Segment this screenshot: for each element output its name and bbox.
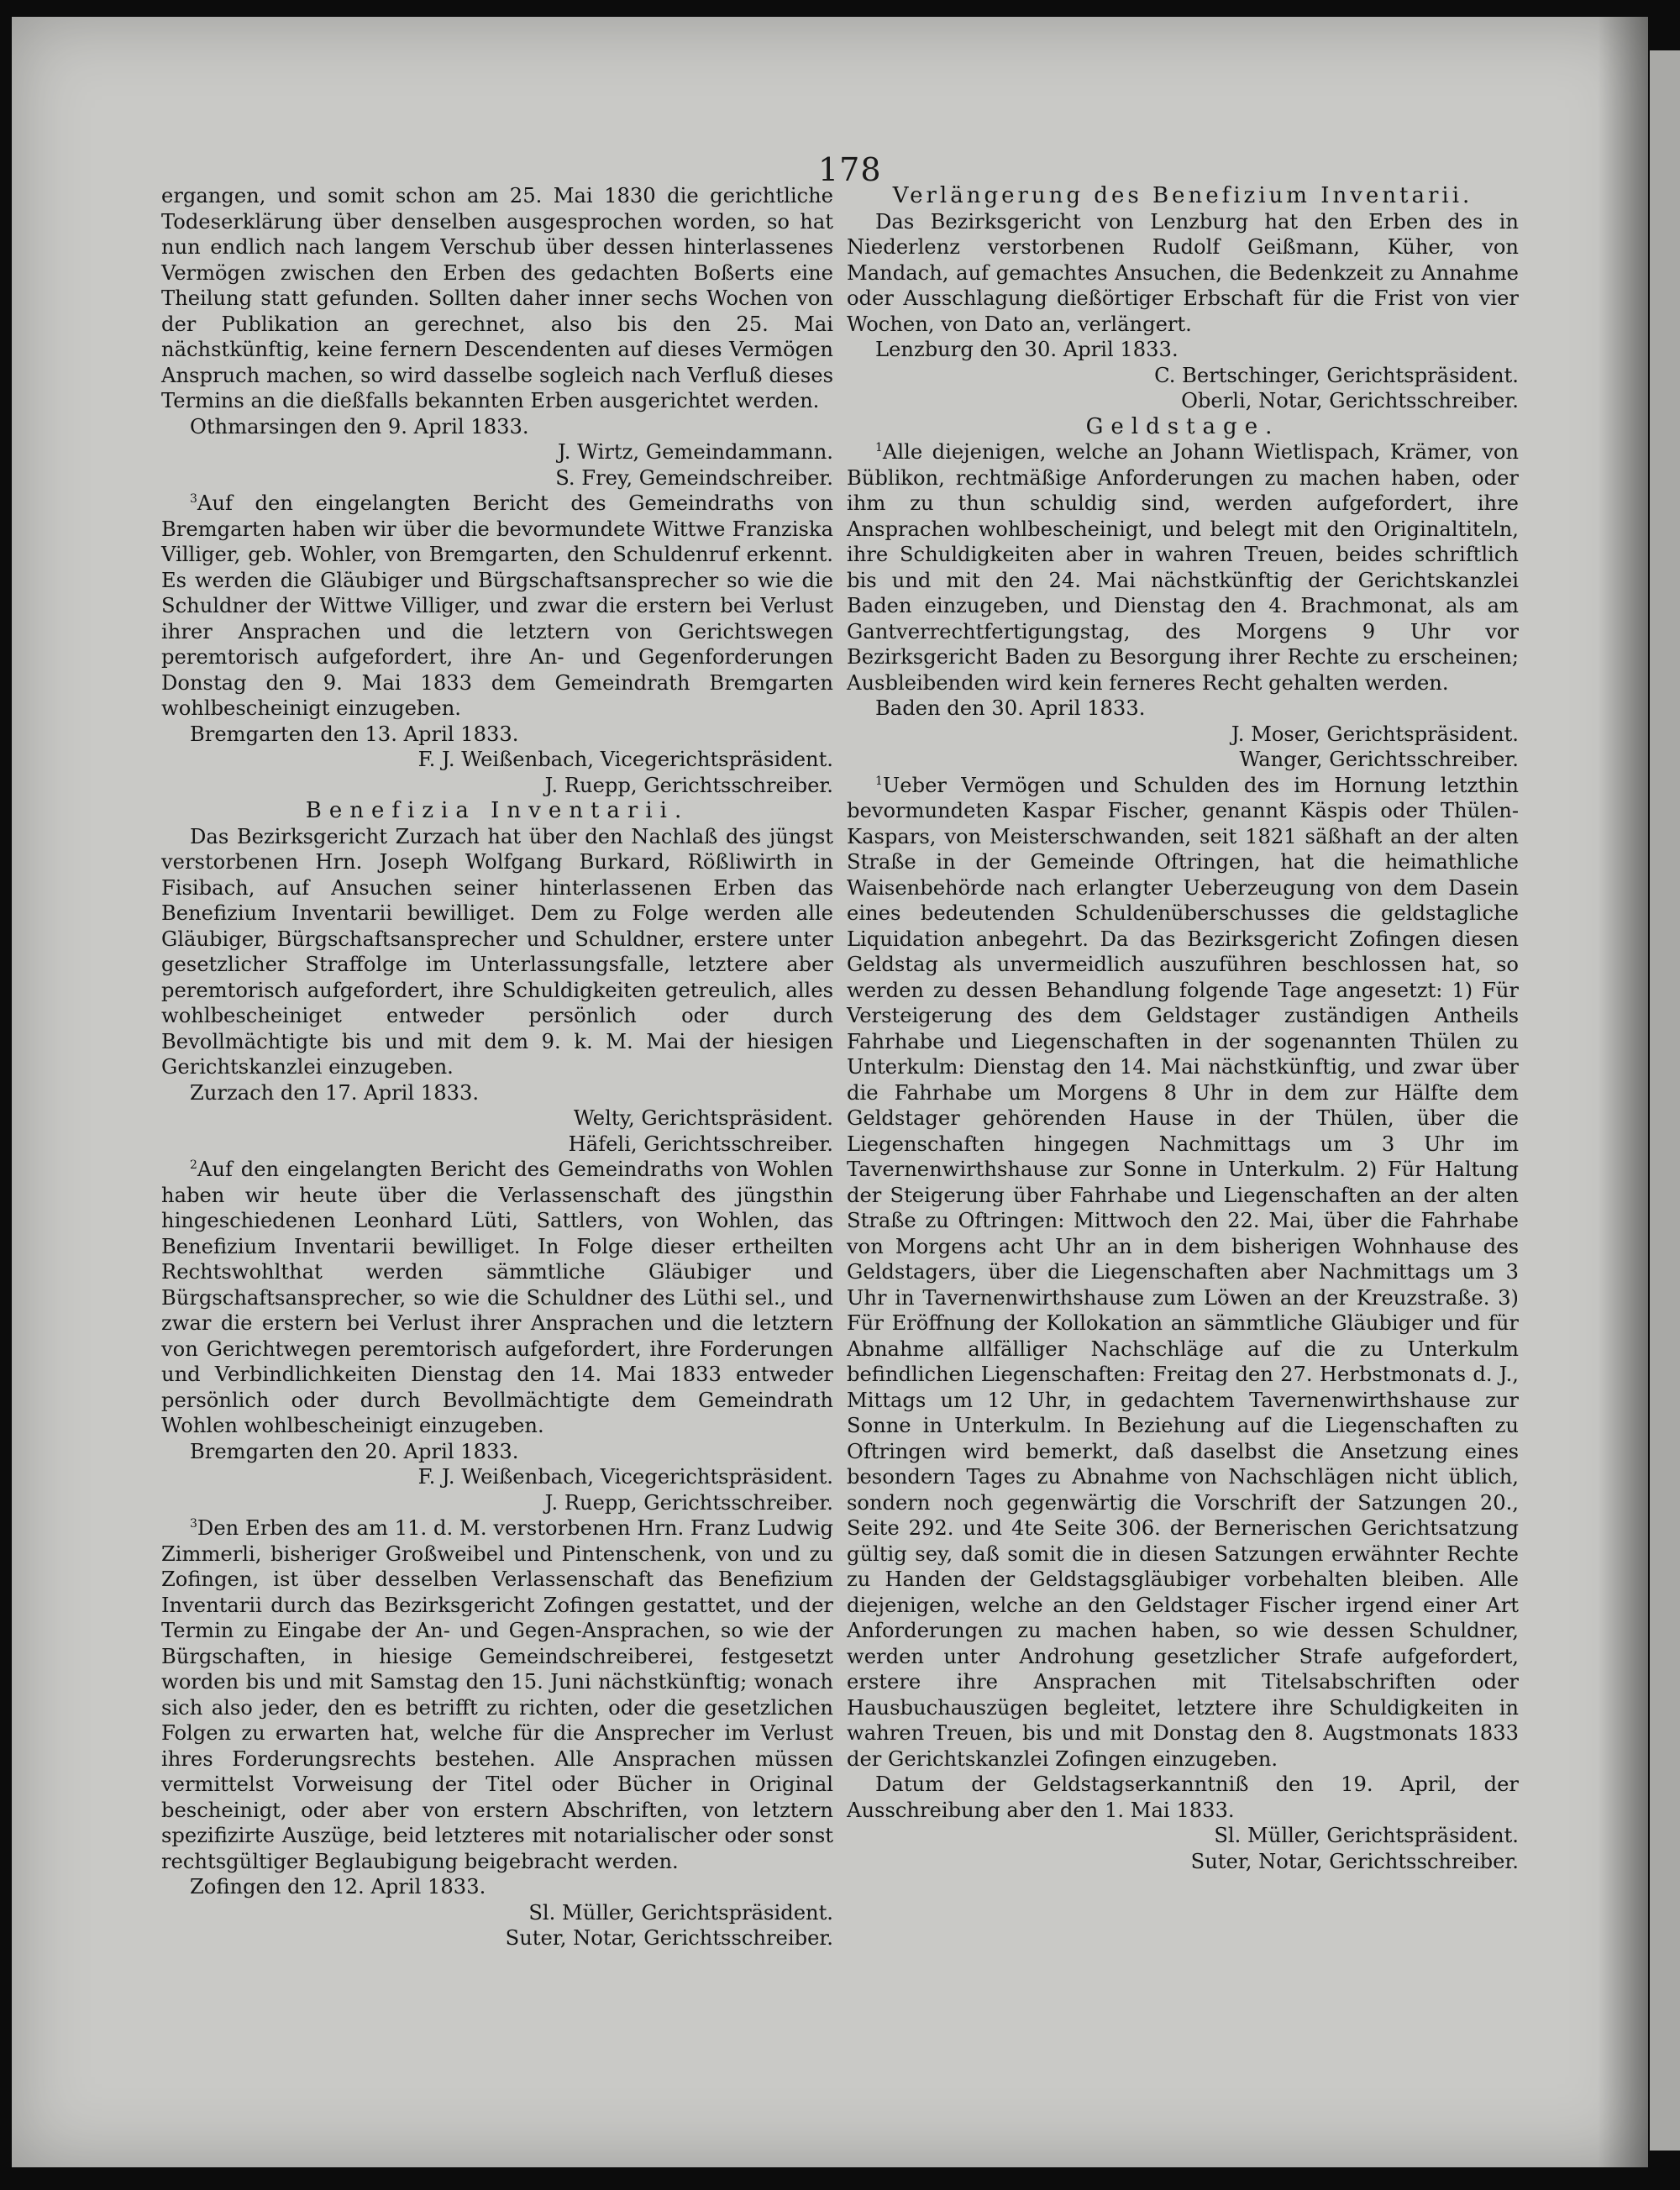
notice-geissmann-signature-2: Oberli, Notar, Gerichtsschreiber. [1181, 389, 1519, 412]
section-heading-geldstage: Geldstage. [1085, 413, 1280, 439]
notice-villiger-signature-2: J. Ruepp, Gerichtsschreiber. [544, 773, 833, 797]
notice-villiger-signature-1: F. J. Weißenbach, Vicegerichtspräsident. [417, 748, 833, 771]
notice-lueti-signature-2: J. Ruepp, Gerichtsschreiber. [544, 1490, 833, 1515]
notice-othmarsingen-text: ergangen, und somit schon am 25. Mai 1830 die gerichtliche Todeserklärung über denselben ausgesprochen worden, so hat nun endlich nach langem Verschub über dessen hinterlassenes Vermögen zwischen den Erben des gedachten Boßerts eine Theilung statt gefunden. Sollten daher inner sechs Wochen von der Publikation an gerechnet, also bis den 25. Mai nächstkünftig, keine fernern Descendenten auf dieses Vermögen Anspruch machen, so wird dasselbe sogleich nach Verfluß dieses Termins an die dießfalls bekannten Erben ausgerichtet werden. [161, 184, 833, 412]
notice-number: 1 [875, 774, 883, 788]
notice-othmarsingen-signature-1: J. Wirtz, Gemeindammann. [557, 440, 833, 464]
notice-villiger [161, 491, 833, 722]
notice-burkard-signature-1: Welty, Gerichtspräsident. [573, 1106, 833, 1130]
notice-number: 3 [190, 491, 197, 506]
notice-zimmerli-place-date: Zofingen den 12. April 1833. [190, 1875, 486, 1899]
notice-zimmerli-text: Den Erben des am 11. d. M. verstorbenen Hrn. Franz Ludwig Zimmerli, bisheriger Großweibel und Pintenschenk, von und zu Zofingen, ist über desselben Verlassenschaft das Benefizium Inventarii durch das Bezirksgericht Zofingen gestattet, und der Termin zu Eingabe der An- und Gegen-Ansprachen, so wie der Bürgschaften, in hiesige Gemeindschreiberei, festgesetzt worden bis und mit Samstag den 15. Juni nächstkünftig; wonach sich also jeder, den es betrifft zu richten, oder die gesetzlichen Folgen zu erwarten hat, welche für die Ansprecher im Verlust ihres Forderungsrechts bestehen. Alle Ansprachen müssen vermittelst Vorweisung der Titel oder Bücher in Original bescheinigt, oder aber von erstern Abschriften, von letztern spezifizirte Auszüge, beid letzteres mit notarialischer oder sonst rechtsgültiger Beglaubigung beigebracht werden. [161, 1516, 833, 1873]
notice-zimmerli-signature-2: Suter, Notar, Gerichtsschreiber. [505, 1926, 833, 1950]
notice-fischer-signature-1: Sl. Müller, Gerichtspräsident. [1214, 1824, 1519, 1847]
notice-lueti-text: Auf den eingelangten Bericht des Gemeindraths von Wohlen haben wir heute über die Verlassenschaft des jüngsthin hingeschiedenen Leonhard Lüti, Sattlers, von Wohlen, das Benefizium Inventarii bewilliget. In Folge dieser ertheilten Rechtswohlthat werden sämmtliche Gläubiger und Bürgschaftsansprecher, so wie die Schuldner des Lüthi sel., und zwar die erstern bei Verlust ihrer Ansprachen und die letztern von Gerichtwegen peremtorisch aufgefordert, ihre Forderungen und Verbindlichkeiten Dienstag den 14. Mai 1833 entweder persönlich oder durch Bevollmächtigte dem Gemeindrath Wohlen wohlbescheinigt einzugeben. [161, 1158, 833, 1437]
notice-othmarsingen-place-date: Othmarsingen den 9. April 1833. [190, 414, 529, 439]
notice-geissmann-place-date: Lenzburg den 30. April 1833. [875, 338, 1179, 361]
notice-geissmann-signature-1: C. Bertschinger, Gerichtspräsident. [1154, 363, 1519, 387]
notice-wietlispach-text: Alle diejenigen, welche an Johann Wietlispach, Krämer, von Büblikon, rechtmäßige Anforderungen zu machen haben, oder ihm zu thun schuldig sind, werden aufgefordert, ihre Ansprachen wohlbescheinigt, und belegt mit den Originaltiteln, ihre Schuldigkeiten aber in wahren Treuen, beides schriftlich bis und mit den 24. Mai nächstkünftig der Gerichtskanzlei Baden einzugeben, und Dienstag den 4. Brachmonat, als am Gantverrechtfertigungstag, des Morgens 9 Uhr vor Bezirksgericht Baden zu Besorgung ihrer Rechte zu erscheinen; Ausbleibenden wird kein ferneres Recht gehalten werden. [847, 440, 1519, 695]
notice-wietlispach [847, 439, 1519, 696]
notice-burkard-place-date: Zurzach den 17. April 1833. [190, 1080, 480, 1105]
notice-fischer-signature-2: Suter, Notar, Gerichtsschreiber. [1190, 1849, 1519, 1873]
notice-villiger-text: Auf den eingelangten Bericht des Gemeindraths von Bremgarten haben wir über die bevormundete Wittwe Franziska Villiger, geb. Wohler, von Bremgarten, den Schuldenruf erkennt. Es werden die Gläubiger und Bürgschaftsansprecher so wie die Schuldner der Wittwe Villiger, und zwar die erstern bei Verlust ihrer Ansprachen und die letztern von Gerichtswegen peremtorisch aufgefordert, ihre An- und Gegenforderungen Donstag den 9. Mai 1833 dem Gemeindrath Bremgarten wohlbescheinigt einzugeben. [161, 491, 833, 720]
right-column [847, 183, 1519, 1874]
section-heading-verlaengerung: Verlängerung des Benefizium Inventarii. [892, 183, 1473, 208]
notice-villiger-place-date: Bremgarten den 13. April 1833. [190, 722, 519, 746]
notice-number: 3 [190, 1516, 197, 1531]
left-column [161, 183, 833, 1951]
notice-lueti-signature-1: F. J. Weißenbach, Vicegerichtspräsident. [417, 1465, 833, 1489]
page-number: 178 [818, 151, 882, 188]
notice-lueti [161, 1157, 833, 1439]
notice-othmarsingen-signature-2: S. Frey, Gemeindschreiber. [555, 465, 833, 490]
notice-wietlispach-signature-1: J. Moser, Gerichtspräsident. [1231, 722, 1519, 746]
notice-number: 1 [875, 440, 883, 454]
notice-lueti-place-date: Bremgarten den 20. April 1833. [190, 1439, 519, 1463]
notice-fischer [847, 773, 1519, 1772]
notice-wietlispach-signature-2: Wanger, Gerichtsschreiber. [1239, 748, 1519, 771]
notice-geissmann-text: Das Bezirksgericht von Lenzburg hat den Erben des in Niederlenz verstorbenen Rudolf Geißmann, Küher, von Mandach, auf gemachtes Ansuchen, die Bedenkzeit zu Annahme oder Ausschlagung dießörtiger Erbschaft für die Frist von vier Wochen, von Dato an, verlängert. [847, 209, 1519, 336]
notice-number: 2 [190, 1158, 197, 1172]
notice-fischer-closing: Datum der Geldstagserkanntniß den 19. April, der Ausschreibung aber den 1. Mai 1833. [847, 1772, 1519, 1822]
notice-zimmerli [161, 1515, 833, 1874]
adjacent-page-edge [1650, 50, 1680, 2151]
notice-wietlispach-place-date: Baden den 30. April 1833. [875, 696, 1146, 720]
page-edge-shadow [1598, 17, 1648, 2167]
notice-burkard-signature-2: Häfeli, Gerichtsschreiber. [568, 1132, 833, 1156]
notice-fischer-text: Ueber Vermögen und Schulden des im Hornung letzthin bevormundeten Kaspar Fischer, genannt Käspis oder Thülen-Kaspars, von Meisterschwanden, seit 1821 säßhaft an der alten Straße in der Gemeinde Oftringen, hat die heimathliche Waisenbehörde nach erlangter Ueberzeugung von dem Dasein eines bedeutenden Schuldenüberschusses die geldstagliche Liquidation anbegehrt. Da das Bezirksgericht Zofingen diesen Geldstag als unvermeidlich auszuführen beschlossen hat, so werden zu dessen Behandlung folgende Tage angesetzt: 1) Für Versteigerung des dem Geldstager zuständigen Antheils Fahrhabe und Liegenschaften in der sogenannten Thülen zu Unterkulm: Dienstag den 14. Mai nächstkünftig, und zwar über die Fahrhabe um Morgens 8 Uhr in dem zur Hälfte dem Geldstager gehörenden Hause in der Thülen, über die Liegenschaften hingegen Nachmittags um 3 Uhr im Tavernenwirthshause zur Sonne in Unterkulm. 2) Für Haltung der Steigerung über Fahrhabe und Liegenschaften an der alten Straße zu Oftringen: Mittwoch den 22. Mai, über die Fahrhabe von Morgens acht Uhr an in dem bisherigen Wohnhause des Geldstagers, über die Liegenschaften aber Nachmittags um 3 Uhr in Tavernenwirthshause zum Löwen an der Kreuzstraße. 3) Für Eröffnung der Kollokation an sämmtliche Gläubiger und für Abnahme allfälliger Nachschläge auf die zu Unterkulm befindlichen Liegenschaften: Freitag den 27. Herbstmonats d. J., Mittags um 12 Uhr, in gedachtem Tavernenwirthshause zur Sonne in Unterkulm. In Beziehung auf die Liegenschaften zu Oftringen wird bemerkt, daß daselbst die Ansetzung eines besondern Tages zu Abnahme von Nachschlägen nicht üblich, sondern noch gegenwärtig die Vorschrift der Satzungen 20., Seite 292. und 4te Seite 306. der Bernerischen Gerichtsatzung gültig sey, daß somit die in diesen Satzungen erwähnter Rechte zu Handen der Geldstagsgläubiger vorbehalten bleiben. Alle diejenigen, welche an den Geldstager Fischer irgend einer Art Anforderungen zu machen haben, so wie dessen Schuldner, werden unter Androhung gesetzlicher Strafe aufgefordert, erstere ihre Ansprachen mit Titelsabschriften oder Hausbuchauszügen begleitet, letztere ihre Schuldigkeiten in wahren Treuen, bis und mit Donstag den 8. Augstmonats 1833 der Gerichtskanzlei Zofingen einzugeben. [847, 773, 1519, 1771]
notice-zimmerli-signature-1: Sl. Müller, Gerichtspräsident. [528, 1900, 833, 1925]
section-heading-benefizia: Benefizia Inventarii. [305, 798, 690, 823]
notice-burkard-text: Das Bezirksgericht Zurzach hat über den Nachlaß des jüngst verstorbenen Hrn. Joseph Wolfgang Burkard, Rößliwirth in Fisibach, auf Ansuchen seiner hinterlassenen Erben das Benefizium Inventarii bewilliget. Dem zu Folge werden alle Gläubiger, Bürgschaftsansprecher und Schuldner, erstere unter gesetzlicher Straffolge im Unterlassungsfalle, letztere aber peremtorisch aufgefordert, ihre Schuldigkeiten getreulich, alles wohlbescheiniget entweder persönlich oder durch Bevollmächtigte bis und mit dem 9. k. M. Mai der hiesigen Gerichtskanzlei einzugeben. [161, 824, 833, 1079]
